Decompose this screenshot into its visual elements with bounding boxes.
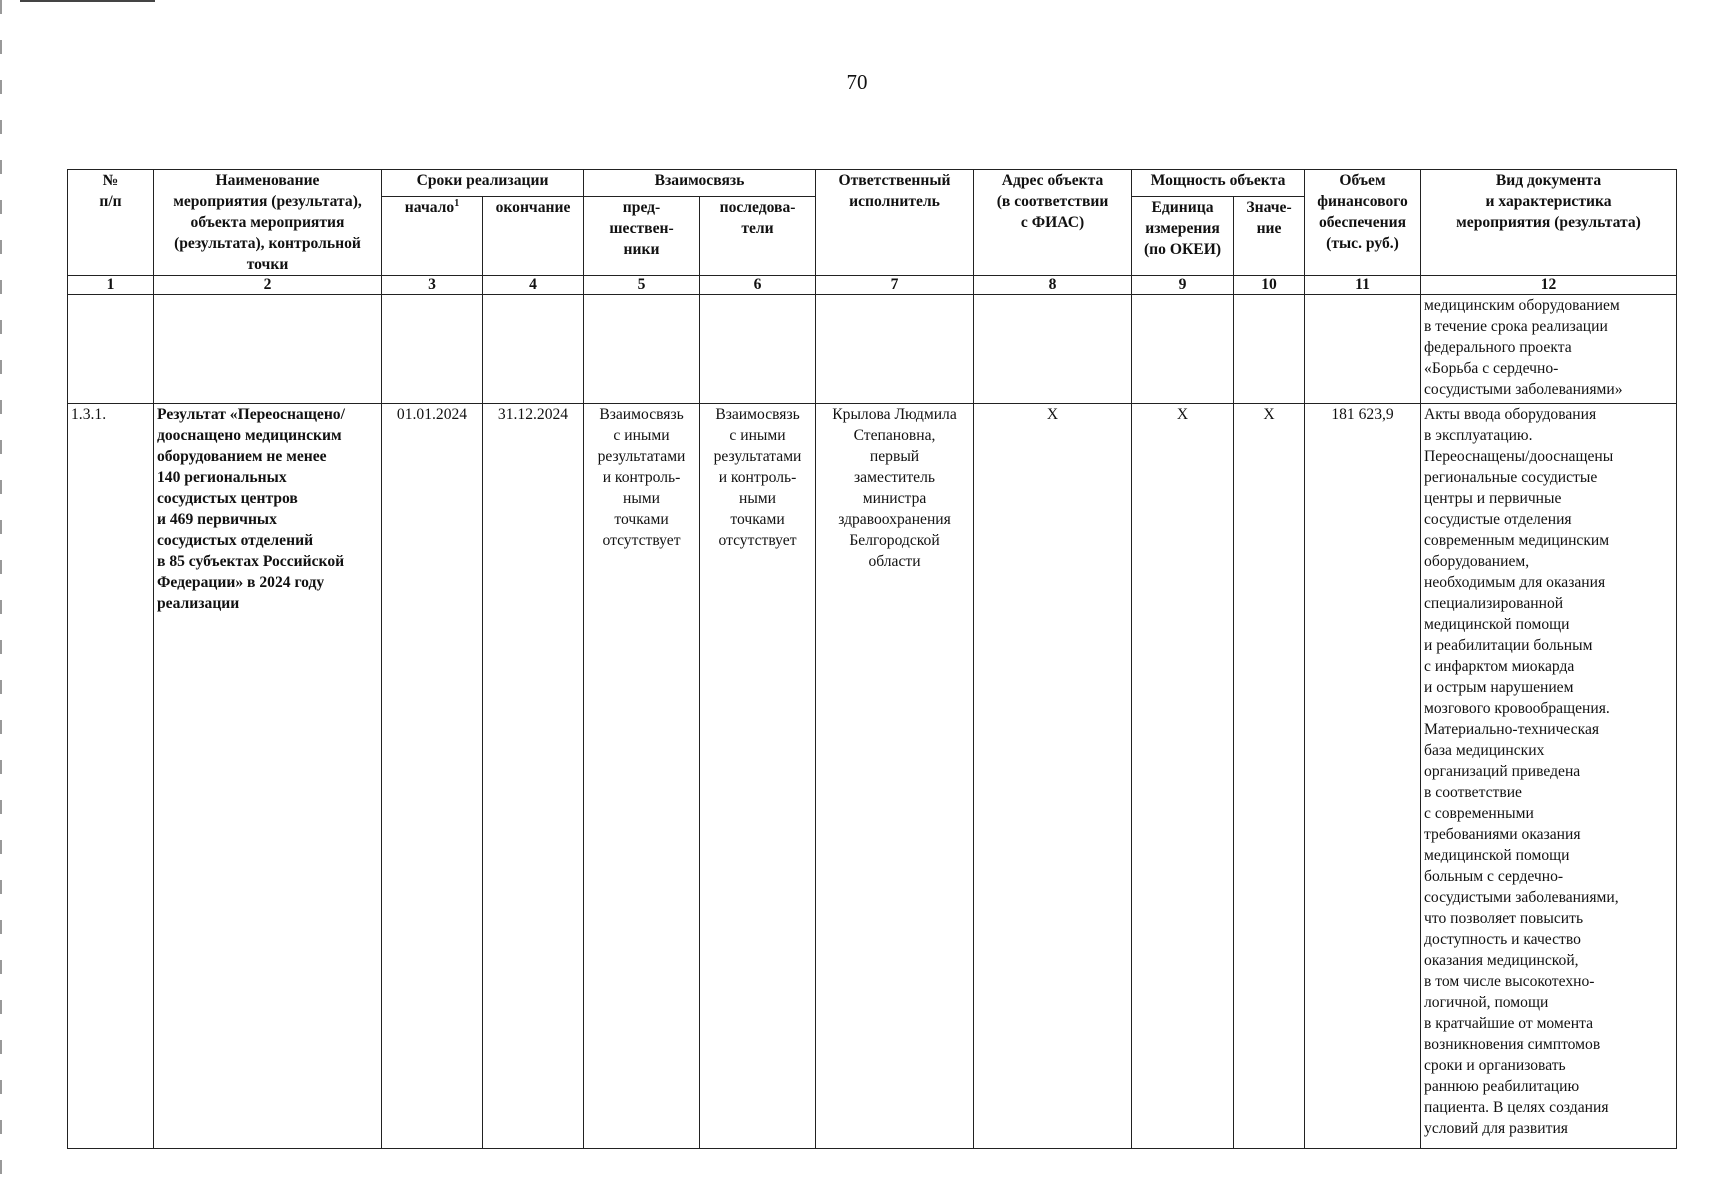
column-number: 6 (700, 276, 816, 295)
responsible-person: Крылова Людмила Степановна, первый заместитель министра здравоохранения Белгородской области (816, 404, 974, 1149)
header-dates-group: Сроки реализации (382, 170, 584, 197)
column-number: 1 (68, 276, 154, 295)
page-number: 70 (846, 70, 868, 94)
table-cell (584, 295, 700, 404)
column-number-row (68, 276, 1677, 295)
column-number: 4 (483, 276, 584, 295)
footnote-marker: 1 (454, 197, 460, 209)
column-number: 12 (1421, 276, 1677, 295)
continuation-document-text: медицинским оборудованием в течение срока реализации федерального проекта «Борьба с сердечно- сосудистыми заболеваниями» (1421, 295, 1677, 404)
table-cell (1305, 295, 1421, 404)
header-number: № п/п (68, 170, 154, 276)
table-cell (483, 295, 584, 404)
unit-cell: Х (1132, 404, 1234, 1149)
value-cell: Х (1234, 404, 1305, 1149)
header-start (382, 197, 483, 276)
table-cell (816, 295, 974, 404)
header-successors: последова- тели (700, 197, 816, 276)
table-cell (1234, 295, 1305, 404)
column-number: 5 (584, 276, 700, 295)
column-number: 9 (1132, 276, 1234, 295)
table-cell (154, 295, 382, 404)
table-cell (68, 295, 154, 404)
header-value: Значе- ние (1234, 197, 1305, 276)
header-end: окончание (483, 197, 584, 276)
column-number: 7 (816, 276, 974, 295)
result-name: Результат «Переоснащено/ дооснащено медицинским оборудованием не менее 140 региональных сосудистых центров и 469 первичных сосудистых отделений в 85 субъектах Российской Федерации» в 2024 году реализации (154, 404, 382, 1149)
header-document: Вид документа и характеристика мероприятия (результата) (1421, 170, 1677, 276)
header-link-group: Взаимосвязь (584, 170, 816, 197)
plan-table (67, 169, 1677, 1149)
table-row (68, 404, 1677, 1149)
scan-artifact-line (20, 0, 155, 2)
table-cell (974, 295, 1132, 404)
table-cell (700, 295, 816, 404)
document-description: Акты ввода оборудования в эксплуатацию. Переоснащены/дооснащены региональные сосудистые центры и первичные сосудистые отделения современным медицинским оборудованием, необходимым для оказания специализированной медицинской помощи и реабилитации больным с инфарктом миокарда и острым нарушением мозгового кровообращения. Материально-техническая база медицинских организаций приведена в соответствие с современными требованиями оказания медицинской помощи больным с сердечно- сосудистыми заболеваниями, что позволяет повысить доступность и качество оказания медицинской, в том числе высокотехно- логичной, помощи в кратчайшие от момента возникновения симптомов сроки и организовать раннюю реабилитацию пациента. В целях создания условий для развития (1421, 404, 1677, 1149)
scan-edge-marks (0, 0, 2, 1200)
header-power-group: Мощность объекта (1132, 170, 1305, 197)
header-address: Адрес объекта (в соответствии с ФИАС) (974, 170, 1132, 276)
header-unit: Единица измерения (по ОКЕИ) (1132, 197, 1234, 276)
funding-amount: 181 623,9 (1305, 404, 1421, 1149)
table-cell (382, 295, 483, 404)
header-responsible: Ответственный исполнитель (816, 170, 974, 276)
column-number: 2 (154, 276, 382, 295)
column-number: 8 (974, 276, 1132, 295)
header-predecessors: пред- шествен- ники (584, 197, 700, 276)
table-cell (1132, 295, 1234, 404)
continuation-row (68, 295, 1677, 404)
predecessors-cell: Взаимосвязь с иными результатами и контроль- ными точками отсутствует (584, 404, 700, 1149)
header-start-label: начало (404, 199, 455, 217)
successors-cell: Взаимосвязь с иными результатами и контроль- ными точками отсутствует (700, 404, 816, 1149)
column-number: 10 (1234, 276, 1305, 295)
header-name: Наименование мероприятия (результата), объекта мероприятия (результата), контрольной точки (154, 170, 382, 276)
address-cell: Х (974, 404, 1132, 1149)
header-funding: Объем финансового обеспечения (тыс. руб.) (1305, 170, 1421, 276)
column-number: 3 (382, 276, 483, 295)
end-date: 31.12.2024 (483, 404, 584, 1149)
row-number: 1.3.1. (68, 404, 154, 1149)
start-date: 01.01.2024 (382, 404, 483, 1149)
column-number: 11 (1305, 276, 1421, 295)
header-row-1 (68, 170, 1677, 197)
